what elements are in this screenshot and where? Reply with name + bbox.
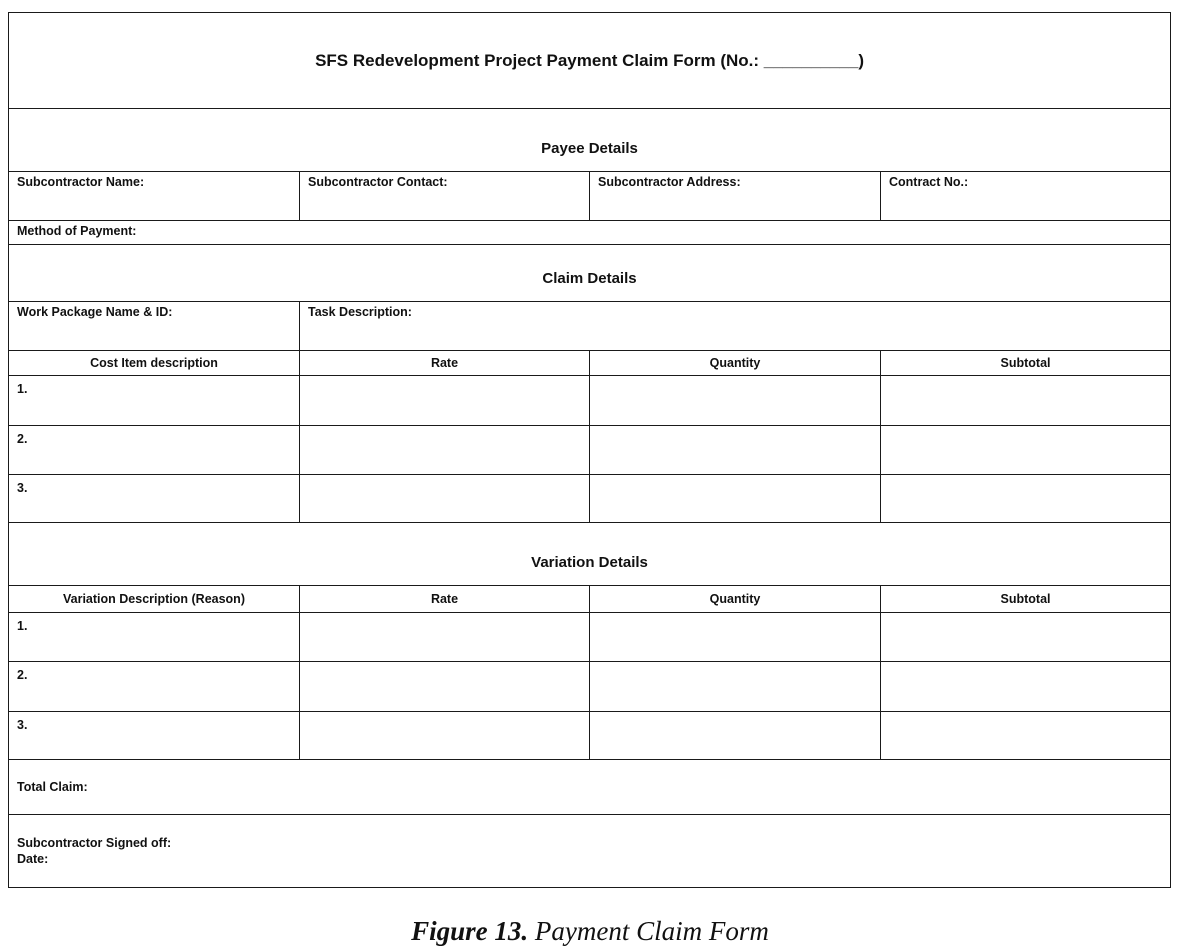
total-claim-field[interactable] [9,760,1171,815]
payee-section-heading-cell [9,109,1171,172]
variation-header-subtotal: Subtotal [881,586,1171,613]
subcontractor-address-label: Subcontractor Address: [598,175,741,189]
payment-claim-form [8,12,1171,888]
cost-item-3-subtotal[interactable] [881,475,1171,523]
variation-item-number: 3. [17,718,28,732]
claim-section-heading-cell [9,245,1171,302]
cost-row [9,475,1171,523]
variation-item-3-rate[interactable] [300,712,590,760]
total-claim-label: Total Claim: [17,780,88,794]
subcontractor-contact-label: Subcontractor Contact: [308,175,448,189]
cost-item-1-quantity[interactable] [590,376,881,426]
variation-item-1-description[interactable] [9,613,300,662]
cost-item-3-quantity[interactable] [590,475,881,523]
variation-item-2-quantity[interactable] [590,662,881,712]
cost-item-1-rate[interactable] [300,376,590,426]
signed-off-label: Subcontractor Signed off: [17,836,172,850]
cost-header-quantity: Quantity [590,351,881,376]
claim-section-heading: Claim Details [542,270,637,287]
task-description-field[interactable] [300,302,1171,351]
variation-item-1-quantity[interactable] [590,613,881,662]
method-of-payment-field[interactable] [9,221,1171,245]
subcontractor-address-field[interactable] [590,172,881,221]
method-of-payment-label: Method of Payment: [17,224,137,238]
variation-item-number: 2. [17,668,28,682]
figure-caption-text: Payment Claim Form [534,916,769,946]
cost-item-2-description[interactable] [9,426,300,475]
form-title: SFS Redevelopment Project Payment Claim Form (No.: __________) [315,50,864,70]
contract-no-label: Contract No.: [889,175,969,189]
subcontractor-name-field[interactable] [9,172,300,221]
cost-item-2-quantity[interactable] [590,426,881,475]
date-label: Date: [17,852,49,866]
variation-header-rate: Rate [300,586,590,613]
variation-header-description: Variation Description (Reason) [9,586,300,613]
variation-item-3-quantity[interactable] [590,712,881,760]
cost-header-description: Cost Item description [9,351,300,376]
cost-row [9,376,1171,426]
figure-number: Figure 13. [411,916,529,946]
variation-item-2-rate[interactable] [300,662,590,712]
variation-row [9,662,1171,712]
cost-item-3-description[interactable] [9,475,300,523]
cost-item-3-rate[interactable] [300,475,590,523]
variation-row [9,613,1171,662]
cost-item-1-subtotal[interactable] [881,376,1171,426]
variation-item-2-subtotal[interactable] [881,662,1171,712]
cost-header-subtotal: Subtotal [881,351,1171,376]
contract-no-field[interactable] [881,172,1171,221]
cost-item-number: 2. [17,432,28,446]
subcontractor-contact-field[interactable] [300,172,590,221]
work-package-label: Work Package Name & ID: [17,305,173,319]
cost-item-2-subtotal[interactable] [881,426,1171,475]
payee-section-heading: Payee Details [541,140,638,157]
variation-item-2-description[interactable] [9,662,300,712]
subcontractor-name-label: Subcontractor Name: [17,175,145,189]
cost-row [9,426,1171,475]
form-title-cell [9,13,1171,109]
cost-item-2-rate[interactable] [300,426,590,475]
cost-header-rate: Rate [300,351,590,376]
variation-item-1-rate[interactable] [300,613,590,662]
cost-item-1-description[interactable] [9,376,300,426]
variation-item-3-subtotal[interactable] [881,712,1171,760]
variation-header-quantity: Quantity [590,586,881,613]
signoff-field[interactable] [9,815,1171,888]
variation-item-1-subtotal[interactable] [881,613,1171,662]
task-description-label: Task Description: [308,305,412,319]
figure-caption [0,916,1180,947]
variation-item-3-description[interactable] [9,712,300,760]
work-package-field[interactable] [9,302,300,351]
cost-item-number: 3. [17,481,28,495]
variation-section-heading: Variation Details [531,554,648,571]
cost-item-number: 1. [17,382,28,396]
variation-row [9,712,1171,760]
variation-section-heading-cell [9,523,1171,586]
variation-item-number: 1. [17,619,28,633]
